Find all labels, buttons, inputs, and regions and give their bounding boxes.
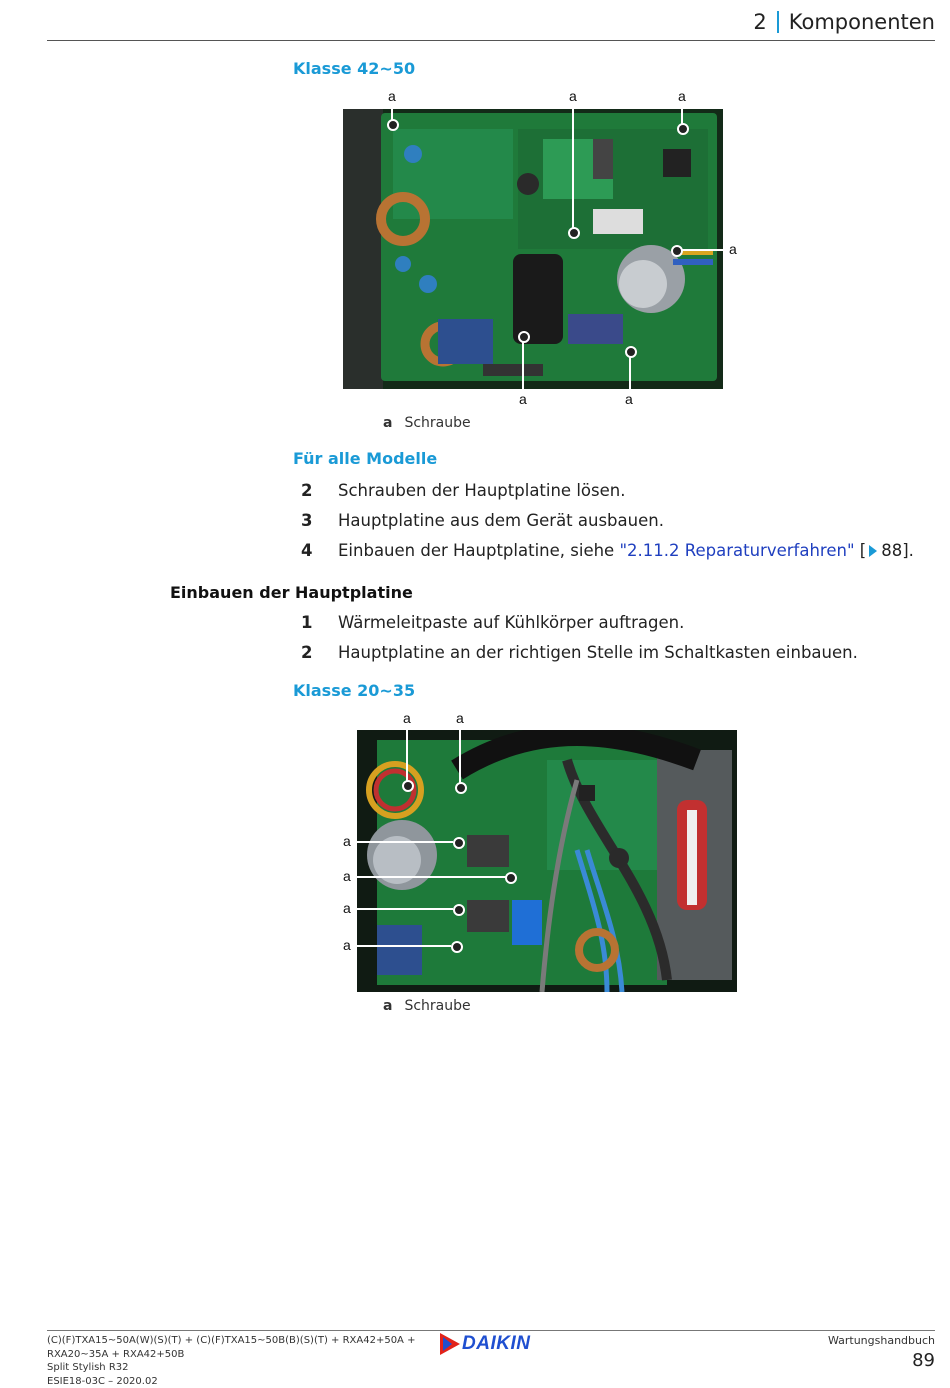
list-item (301, 643, 858, 662)
legend-key: a (383, 998, 393, 1014)
daikin-triangle-icon (440, 1333, 460, 1355)
step-number: 3 (301, 511, 313, 530)
legend-key: a (383, 415, 393, 431)
callout-label: a (343, 937, 351, 953)
page-reference[interactable]: 88]. (881, 541, 914, 560)
step-text (338, 541, 914, 560)
brand-name: DAIKIN (462, 1333, 531, 1354)
footer-rule (47, 1330, 935, 1331)
step-number: 4 (301, 541, 313, 560)
callout-label: a (403, 710, 411, 726)
callout-label: a (343, 868, 351, 884)
pcb-illustration (357, 730, 737, 992)
chapter-number: 2 (753, 10, 767, 34)
callout-label: a (519, 391, 527, 407)
footer-doc-type: Wartungshandbuch (827, 1334, 935, 1347)
figure2-legend (383, 998, 471, 1014)
figure1-legend (383, 415, 471, 431)
repair-procedure-link[interactable]: "2.11.2 Reparaturverfahren" (619, 541, 855, 560)
step-text: Wärmeleitpaste auf Kühlkörper auftragen. (338, 613, 685, 632)
callout-label: a (343, 833, 351, 849)
step-text: Schrauben der Hauptplatine lösen. (338, 481, 626, 500)
step-text: Hauptplatine an der richtigen Stelle im Schaltkasten einbauen. (338, 643, 858, 662)
pcb-photo-class-42-50 (343, 109, 723, 389)
step-number: 2 (301, 643, 313, 662)
step-number: 1 (301, 613, 313, 632)
install-section-heading: Einbauen der Hauptplatine (170, 583, 413, 602)
callout-label: a (729, 241, 737, 257)
callout-label: a (678, 88, 686, 104)
section-all-models-heading: Für alle Modelle (293, 449, 438, 468)
daikin-logo (440, 1333, 530, 1355)
callout-label: a (625, 391, 633, 407)
step-text-prefix: Einbauen der Hauptplatine, siehe (338, 541, 620, 560)
pcb-illustration (343, 109, 723, 389)
footer-line: ESIE18-03C – 2020.02 (47, 1375, 158, 1387)
list-item (301, 541, 914, 560)
footer-model-info (47, 1334, 415, 1388)
figure1-heading: Klasse 42~50 (293, 59, 416, 78)
legend-text: Schraube (404, 415, 471, 431)
list-item (301, 511, 664, 530)
list-item (301, 613, 684, 632)
callout-label: a (569, 88, 577, 104)
figure2-heading: Klasse 20~35 (293, 681, 416, 700)
header-separator (777, 11, 779, 33)
page-number: 89 (912, 1350, 935, 1371)
triangle-right-icon (869, 545, 877, 557)
footer-line: RXA20~35A + RXA42+50B (47, 1348, 185, 1360)
legend-text: Schraube (404, 998, 471, 1014)
callout-label: a (456, 710, 464, 726)
list-item (301, 481, 625, 500)
step-text: Hauptplatine aus dem Gerät ausbauen. (338, 511, 664, 530)
footer-line: (C)(F)TXA15~50A(W)(S)(T) + (C)(F)TXA15~50B(B)(S)(T) + RXA42+50A + (47, 1335, 416, 1346)
header-rule (47, 40, 935, 41)
step-number: 2 (301, 481, 313, 500)
chapter-title: Komponenten (788, 10, 935, 34)
footer-line: Split Stylish R32 (47, 1362, 129, 1373)
pcb-photo-class-20-35 (357, 730, 737, 992)
bracket-open: [ (854, 541, 867, 560)
callout-label: a (388, 88, 396, 104)
page-header (753, 10, 935, 34)
callout-label: a (343, 900, 351, 916)
